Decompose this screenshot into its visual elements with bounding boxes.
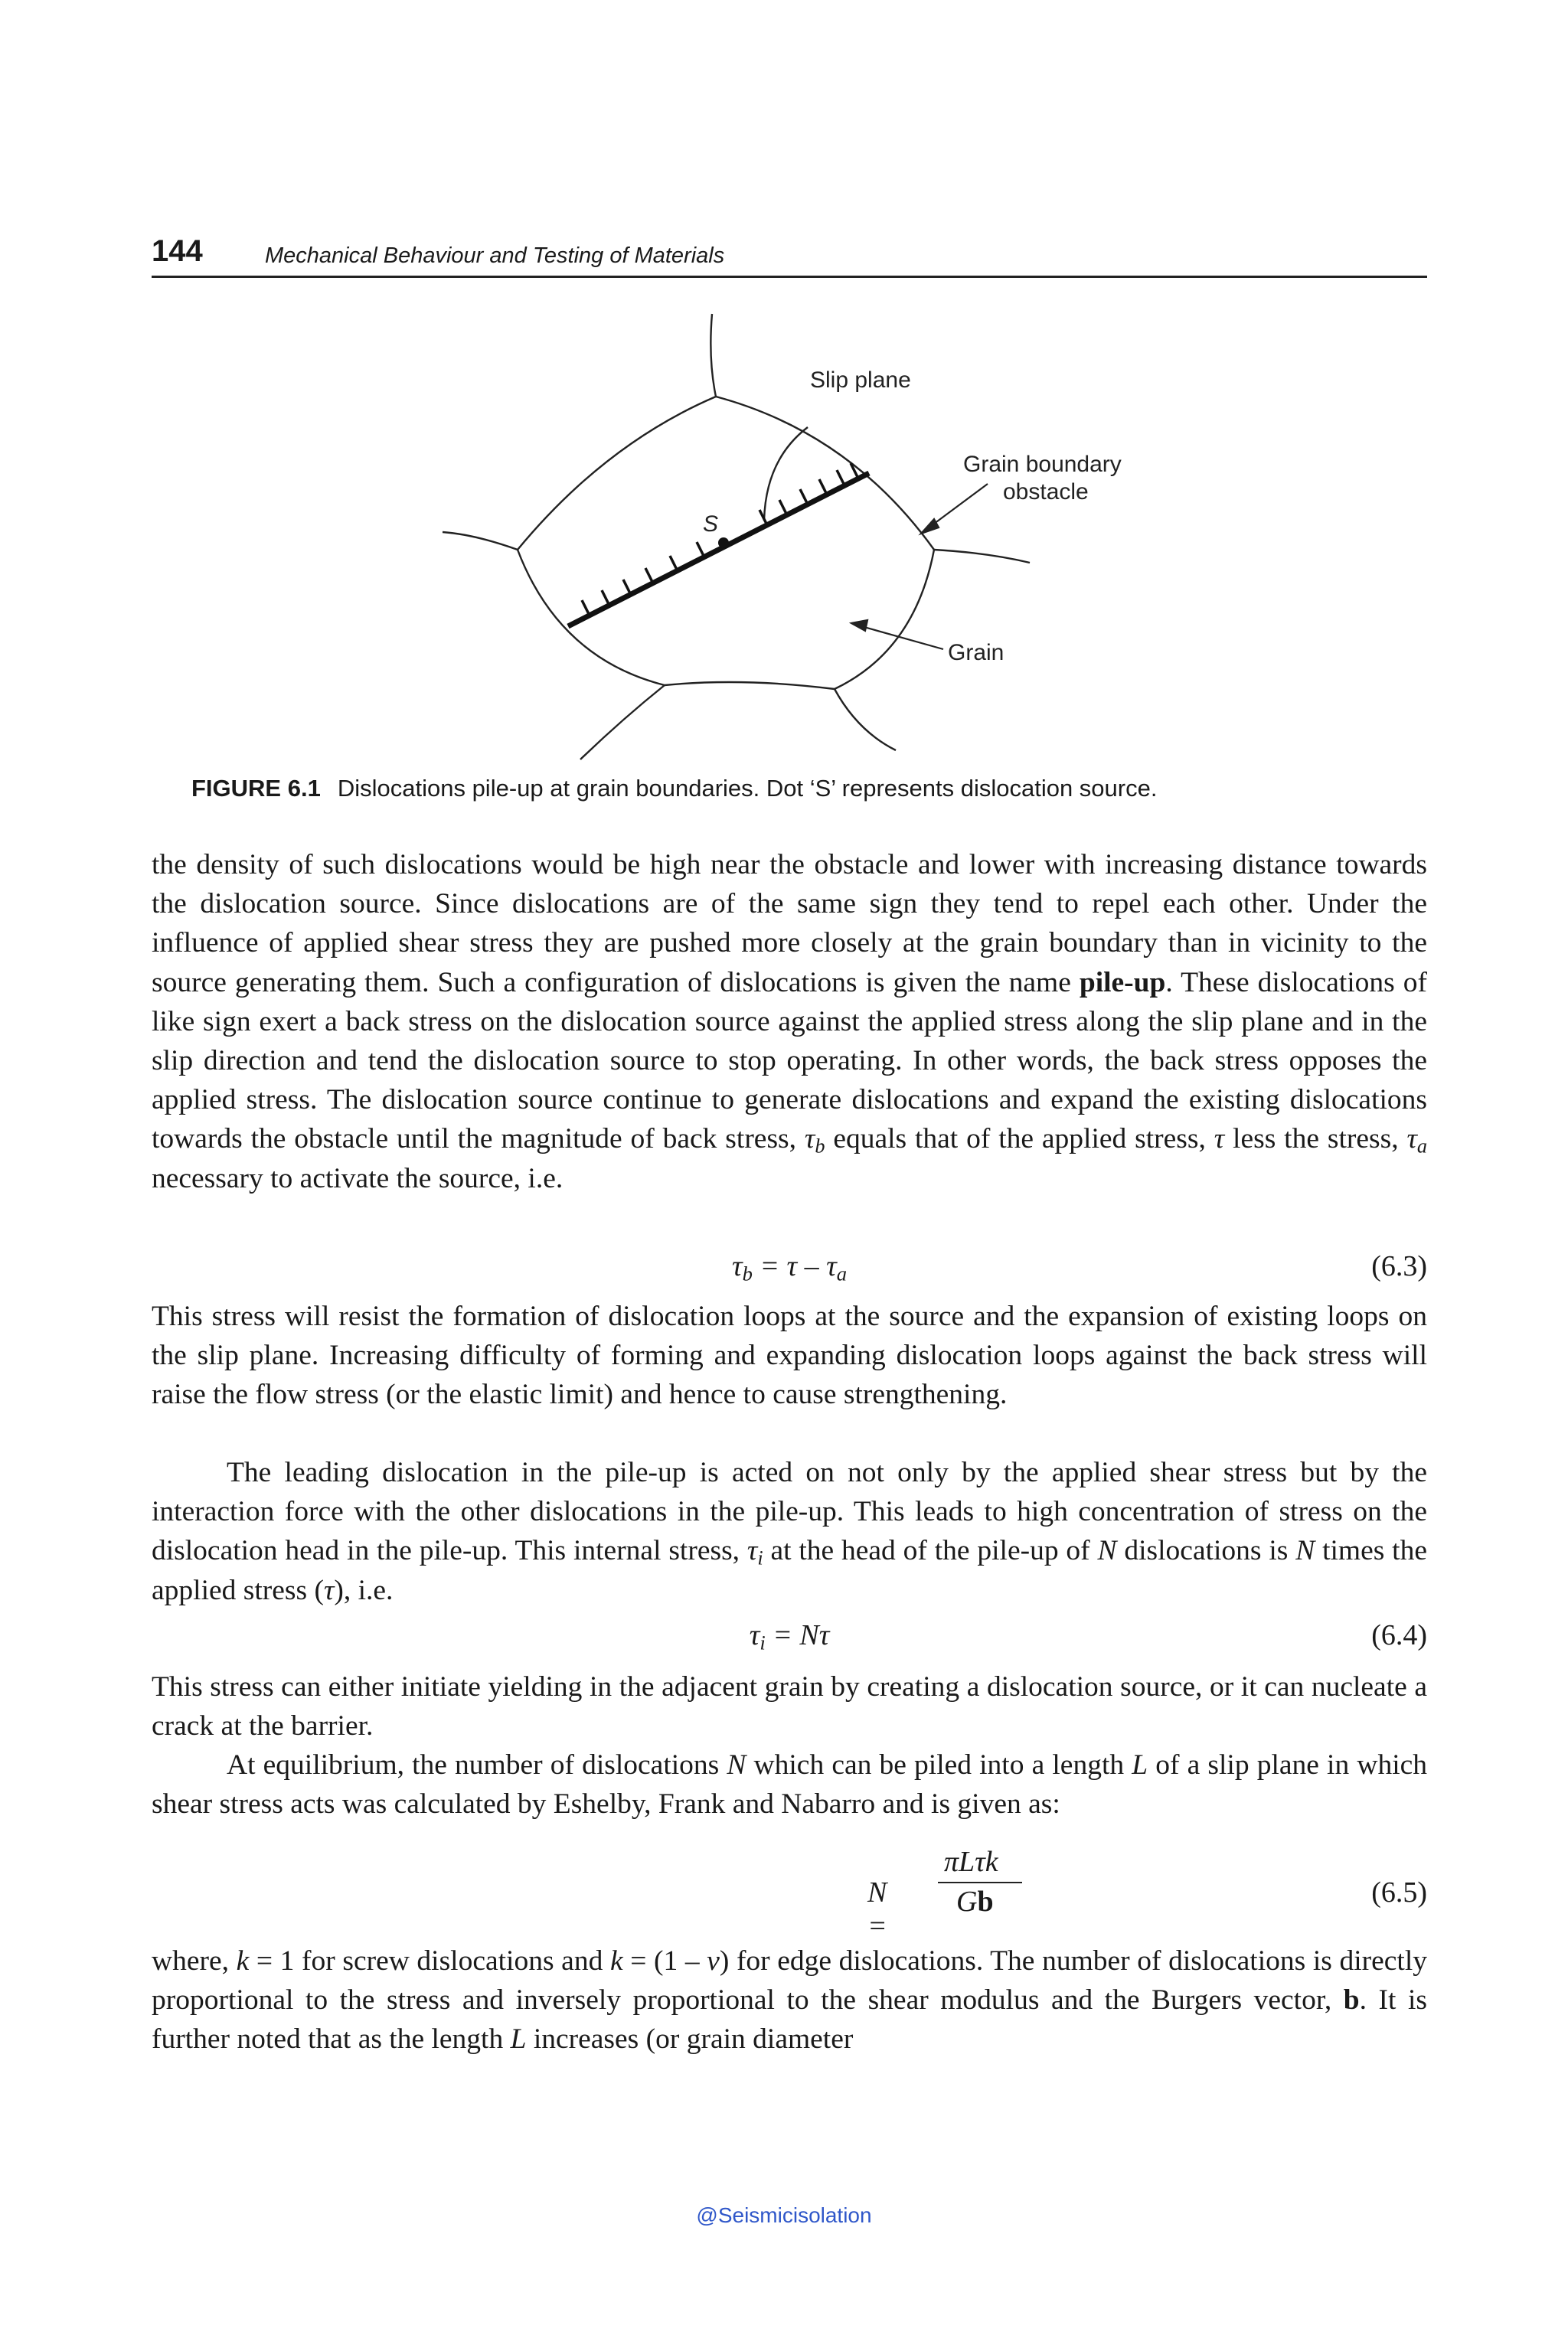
neighbour-boundary-top	[710, 314, 716, 397]
running-title: Mechanical Behaviour and Testing of Materials	[265, 243, 725, 268]
neighbour-boundary-bottom-right	[835, 689, 896, 750]
grain-label: Grain	[948, 640, 1004, 665]
page-number: 144	[152, 234, 203, 268]
grain-boundary-right	[835, 550, 934, 689]
equation-6-3: $\tau_b = \tau - \tau_a$ (6.3)	[731, 1250, 1427, 1285]
paragraph-leading-dislocation: The leading dislocation in the pile-up is acted on not only by the applied shear stress but by the interaction force with the other dislocations in the pile-up. This leads to high concentration of stress on the dislocation head in the pile-up. This internal stress, $\tau_i$ at the head of the pile-up of N dislocations is N times the applied stress (τ), i.e.	[152, 1457, 1427, 1606]
grain-boundary-label-line2: obstacle	[1003, 479, 1089, 505]
grain-arrowhead	[851, 620, 867, 631]
paragraph-back-stress: This stress will resist the formation of dislocation loops at the source and the expansion of existing loops on the slip plane. Increasing difficulty of forming and expanding dislocation loops against the back stress will raise the flow stress (or the elastic limit) and hence to cause strengthening.	[152, 1301, 1427, 1411]
grain-boundary-top-right	[716, 397, 934, 550]
grain-boundary-bottom	[665, 682, 835, 689]
neighbour-boundary-bottom-left	[580, 685, 665, 759]
paragraph-yielding: This stress can either initiate yielding in the adjacent grain by creating a dislocation source, or it can nucleate a crack at the barrier.	[152, 1671, 1427, 1742]
figure-label: FIGURE 6.1	[191, 775, 321, 802]
equation-6-5: N = πLτk Gb (6.5)	[867, 1846, 1427, 1942]
paragraph-pile-up: the density of such dislocations would be high near the obstacle and lower with increasing distance towards the dislocation source. Since dislocations are of the same sign they tend to repel each other. Under the influence of applied shear stress they are pushed more closely at the grain boundary than in vicinity to the source generating them. Such a configuration of dislocations is given the name pile-up. These dislocations of like sign exert a back stress on the dislocation source against the applied stress along the slip plane and in the slip direction and tend the dislocation source to stop operating. In other words, the back stress opposes the applied stress. The dislocation source continue to generate dislocations and expand the existing dislocations towards the obstacle until the magnitude of back stress, $\tau_b$ equals that of the applied stress, τ less the stress, $\tau_a$ necessary to activate the source, i.e.	[152, 849, 1428, 1194]
neighbour-boundary-right	[934, 550, 1030, 563]
equation-number: (6.3)	[1371, 1250, 1427, 1282]
equation-number: (6.4)	[1371, 1619, 1427, 1651]
term-pile-up: pile-up	[1079, 966, 1166, 998]
slip-plane-label: Slip plane	[810, 367, 911, 393]
paragraph-where-k: where, k = 1 for screw dislocations and k = (1 – ν) for edge dislocations. The number of dislocations is directly proportional to the stress and inversely proportional to the shear modulus and the Burgers vector, b. It is further noted that as the length L increases (or grain diameter	[152, 1945, 1428, 2056]
grain-boundary-arrow-shaft	[928, 484, 988, 528]
paragraph-equilibrium: At equilibrium, the number of dislocations N which can be piled into a length L of a slip plane in which shear stress acts was calculated by Eshelby, Frank and Nabarro and is given as:	[152, 1749, 1428, 1821]
slip-plane-line	[568, 473, 869, 626]
equation-6-4: $\tau_i = N\tau$ (6.4)	[749, 1619, 1427, 1654]
dislocation-pileup-figure	[0, 0, 1568, 773]
grain-boundary-top-left	[518, 397, 719, 550]
figure-caption	[191, 775, 1416, 802]
neighbour-boundary-left	[443, 532, 518, 550]
source-label: S	[703, 511, 719, 537]
grain-boundary-label-line1: Grain boundary	[963, 452, 1122, 477]
grain-boundary-arrowhead	[921, 519, 939, 534]
equation-number: (6.5)	[1371, 1876, 1427, 1909]
dislocation-source-dot	[718, 537, 729, 548]
watermark: @Seismicisolation	[696, 2203, 872, 2227]
figure-caption-text: Dislocations pile-up at grain boundaries. Dot ‘S’ represents dislocation source.	[337, 775, 1158, 802]
